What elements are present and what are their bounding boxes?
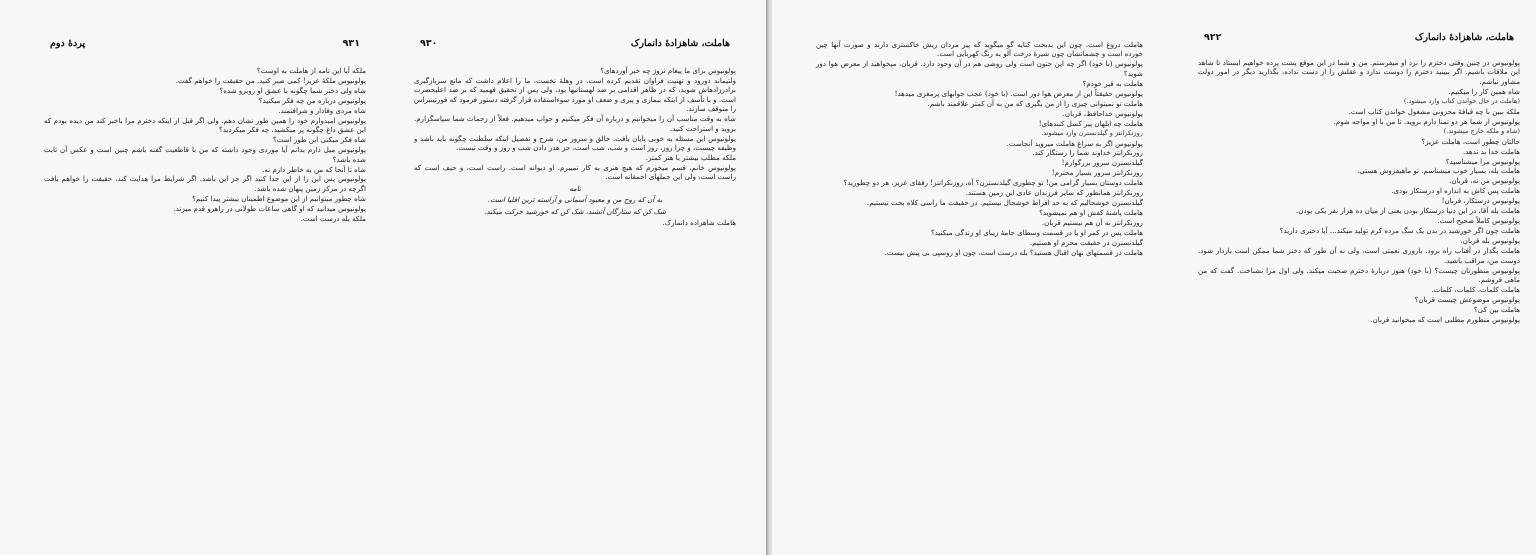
dialogue-line: ملکه مطلب بیشتر با هنر کمتر. [645,153,736,163]
dialogue-line: پولونیوس (با خود) اگر چه این جنون است ولی روشی هم در آن وجود دارد. قربان، میخواهید از معرض هوا دور شوید؟ [816,59,1143,78]
letter-signature: هاملت شاهزاده دانمارک. [662,218,736,228]
page-number: ۹۳۰ [420,38,438,49]
dialogue-line: پولونیوس خانم، قسم میخورم که هیچ هنری به کار نمیبرم. او دیوانه است. راست است، و حیف است که راست است، ولی این جملهای احمقانه است. [414,163,736,182]
dialogue-line: شاه چطور میتوانیم از این موضوع اطمینان بیشتر پیدا کنیم؟ [192,193,366,203]
dialogue-line: پولونیوس میدانید که او گاهی ساعات طولانی در راهرو قدم میزند. [173,203,366,213]
dialogue-line: پولونیوس برای ما پیغام نروژ چه خبر آوردهای؟ [600,66,736,75]
dialogue-line: هاملت بین کی؟ [1473,304,1520,314]
letter-line: به آن که روح من و معبود آسمانی و آراسته ترین افلیا است. [487,195,663,205]
page-body [1198,58,1520,547]
right-page-spread [772,0,1536,555]
running-title: هاملت، شاهزادهٔ دانمارک [1414,32,1514,43]
dialogue-line: پولونیوس اگر به سراغ هاملت میروید آنجاست. [1006,138,1143,148]
dialogue-line: پولونیوس موضوعش چیست قربان؟ [1414,294,1520,304]
dialogue-line: هاملت پس در کمر او یا در قسمت وسطای جامهٔ زیبای او زندگی میکنید؟ [931,228,1143,238]
dialogue-line: پولونیوس منظورتان چیست؟ (با خود) هنوز دربارهٔ دخترم صحبت میکند. ولی اول مرا نشناخت. گفت که من ماهی فروشم. [1198,265,1520,284]
dialogue-line: هاملت بله آقا، در این دنیا درستکار بودن یعنی از میان ده هزار نفر یکی بودن. [1296,206,1520,216]
dialogue-line: پولونیوس درباره من چه فکر میکنید؟ [258,95,366,105]
dialogue-line: پولونیوس مرا میشناسید؟ [1445,156,1520,166]
running-title: پردهٔ دوم [50,38,86,49]
page-body [414,66,736,547]
dialogue-line: گیلدنسترن خوشحالیم که به حد افراط خوشحال نیستیم. در حقیقت ما راسی کلاه بخت نیستیم. [867,198,1143,208]
dialogue-line: گیلدنسترن در حقیقت محرم او هستیم. [1029,238,1143,248]
dialogue-line: پولونیوس پس این را از این جدا کنید اگر جز این باشد. اگر شرایط مرا هدایت کند، حقیقت را خواهم یافت اگرچه در مرکز زمین پنهان شده باشد. [44,174,366,193]
dialogue-line: شاه ولی دختر شما چگونه با عشق او روبرو شده؟ [219,85,366,95]
dialogue-line: پولونیوس میل دارم بدانم آیا موردی وجود داشته که من با قاطعیت گفته باشم چنین است و عکس آن ثابت شده باشد؟ [44,145,366,164]
dialogue-line: پولونیوس بله قربان. [1460,236,1520,246]
page-number: ۹۲۲ [1204,32,1222,43]
dialogue-line: هاملت چه ابلهان پیر کسل کنندهای! [1038,118,1143,128]
dialogue-line: پولونیوس امیدوارم خود را همین طور نشان دهم. ولی اگر قبل از اینکه دخترم مرا باخبر کند من دیده بودم که این عشق داغ چگونه پر میکشید، چه فکر میکردید؟ [44,115,366,135]
dialogue-line: روزنکرانتز همانطور که سایر فرزندان عادی این زمین هستند. [965,188,1143,198]
dialogue-line: شاه همین کار را میکنیم. [1448,86,1520,96]
dialogue-line: هاملت پاشنهٔ کفش او هم نمیشوید؟ [1039,208,1143,218]
dialogue-line: حالتان چطور است، هاملت عزیز؟ [1421,136,1520,146]
dialogue-line: پولونیوس حقیقتاً این از معرض هوا دور است. (با خود) عجب جوابهای پرمغزی میدهد! [894,88,1143,98]
page-body [44,66,366,547]
page-header [420,38,730,54]
dialogue-line: هاملت بگذار در آفتاب راه برود. باروری نعمتی است، ولی نه آن طور که دختر شما ممکن است باردار شود. دوست من، مراقب باشید. [1198,246,1520,265]
dialogue-line: روزنکرانتز خداوند شما را رستگار کند. [1032,148,1143,158]
dialogue-line: پولونیوس خداحافظ، قربان. [1062,108,1143,118]
page-number: ۹۳۱ [342,38,360,49]
dialogue-line: پولونیوس درستکار، قربان! [1441,196,1520,206]
dialogue-line: هاملت به قبر خودم؟ [1082,78,1143,88]
page-header [50,38,360,54]
page-header [1204,32,1514,48]
dialogue-line: پولونیوس از شما هر دو تمنا دارم بروید. تا من با او مواجه شوم. [1333,116,1520,126]
dialogue-line: پولونیوس در چنین وقتی دخترم را نزد او میفرستم. من و شما در این موقع پشت پرده خواهیم ایستاد تا شاهد این ملاقات باشیم. اگر ببینید دخترم را دوست ندارد و عقلش را از دست نداده، بگذارید دیگر در امور دولت مشاور نباشم. [1198,58,1520,86]
dialogue-line: هاملت تو نمیتوانی چیزی را از من بگیری که من به آن کمتر علاقمند باشم. [927,98,1143,108]
dialogue-line: پولونیوس منظورم مطلبی است که میخوانید قربان. [1370,314,1520,324]
dialogue-line: روزنکرانتز سرور بسیار محترم! [1051,168,1143,178]
page-body [816,40,1143,547]
running-title: هاملت، شاهزادهٔ دانمارک [630,38,730,49]
stage-direction: روزنکرانتز و گیلدنسترن وارد میشوند. [1041,128,1143,137]
stage-direction: (شاه و ملکه خارج میشوند.) [1443,126,1520,135]
page-left-of-right-spread [802,0,1157,555]
dialogue-line: پولونیوس کاملاً صحیح است. [1437,216,1520,226]
letter-heading: نامه [569,183,581,193]
dialogue-line: هاملت دروغ است. چون این بدبخت کنایه گو میگوید که پیر مردان ریش خاکستری دارند و صورت آنها چین خورده است و چشمانشان چون شیرهٔ درخت آلو به رنگ کهربایی است. [816,40,1143,59]
page-930 [400,0,750,555]
stage-direction: (هاملت در حال خواندن کتاب وارد میشود.) [1403,96,1520,105]
letter-line: شک کن که ستارگان آتشند، شک کن که خورشید حرکت میکند. [484,206,666,216]
page-922 [1184,0,1534,555]
dialogue-line: هاملت دوستان بسیار گرامی من! تو چطوری گیلدنسترن؟ آه، روزنکرانتز! رفقای عزیز، هر دو چطورید؟ [843,178,1143,188]
dialogue-line: هاملت خدا بد ندهد. [1463,146,1520,156]
dialogue-line: پولونیوس ملکهٔ عزیز! کمی صبر کنید. من حقیقت را خواهم گفت. [175,75,366,85]
page-931 [30,0,380,555]
dialogue-line: گیلدنسترن سرور بزرگوارم! [1061,158,1143,168]
dialogue-line: هاملت پس کاش به اندازه او درستکار بودی. [1391,186,1520,196]
dialogue-line: هاملت در قسمتهای نهان اقبال هستید؟ بله درست است، چون او روسپی بی پیش نیست. [884,248,1143,258]
dialogue-line: شاه فکر میکنی این طور است؟ [273,135,366,145]
dialogue-line: هاملت کلمات، کلمات، کلمات. [1431,284,1520,294]
dialogue-line: پولونیوس این مسئله به خوبی پایان یافت. خالق و سرور من، شرح و تفصیل اینکه سلطنت چگونه باید باشد و وظیفه چیست، و چرا روز، روز است و شب، شب است، جز هدر دادن شب و روز و وقت نیست. [414,133,736,153]
dialogue-line: ملکه ببین با چه قیافهٔ محزونی مشغول خواندن کتاب است. [1348,106,1520,116]
dialogue-line: هاملت چون اگر خورشید در بدن یک سگ مرده کرم تولید میکند... آیا دختری دارید؟ [1279,226,1520,236]
dialogue-line: ملکه آیا این تامه از هاملت به اوست؟ [256,66,366,75]
dialogue-line: شاه تا آنجا که من به خاطر دارم نه. [262,164,366,174]
dialogue-line: روزنکرانتز نه آن هم نیستیم قربان. [1041,218,1143,228]
dialogue-line: هاملت بله، بسیار خوب میشناسم. تو ماهیفروش هستی. [1357,166,1520,176]
dialogue-line: ملکه بله درست است. [300,213,366,223]
dialogue-line: شاه به وقت مناسب آن را میخوانیم و درباره آن فکر میکنیم و جواب میدهیم. فعلاً از زحمات شما سپاسگزارم. بروید و استراحت کنید. [414,114,736,133]
dialogue-line: شاه مردی وفادار و شرافتمند. [278,105,366,115]
dialogue-line: پولونیوس من نه، قربان. [1449,176,1520,186]
dialogue-line: ولتیماند دورود و تهنیت فراوان تقدیم کرده است. در وهلهٔ نخست، ما را اعلام داشت که مانع سربازگیری برادرزادهاش شوید، که در ظاهر اقدامی بر ضد لهستانیها بود، ولی پس از تحقیق فهمید که بر ضد اعلیحضرت است. و با تأسف از اینکه بیماری و پیری و ضعف او مورد سوءاستفاده قرار گرفته دستور فرمود که فورتینبراس را متوقف سازند. [413,75,736,114]
